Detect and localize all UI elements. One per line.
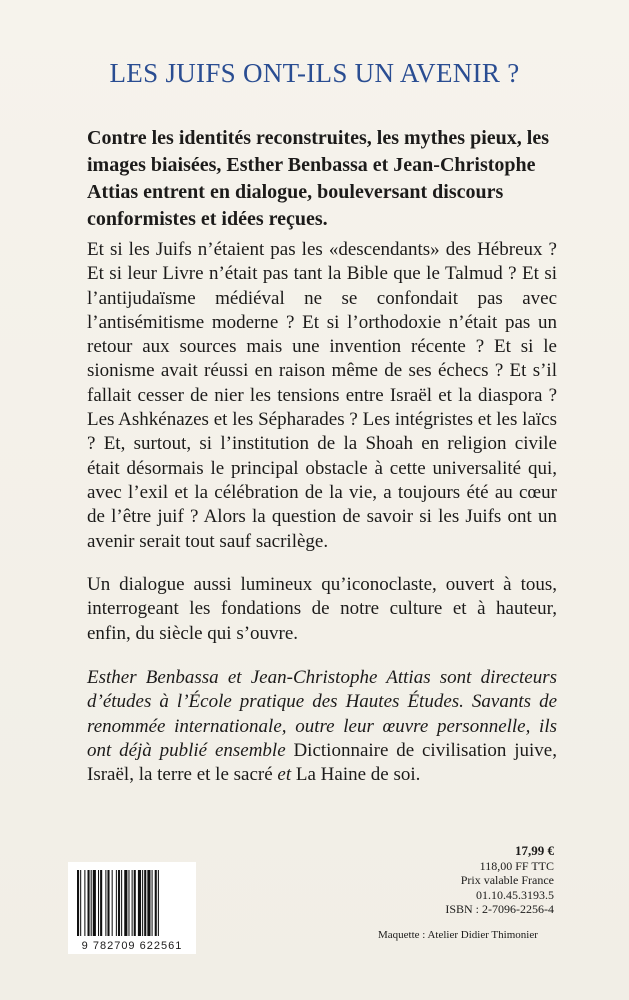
cover-title: LES JUIFS ONT-ILS UN AVENIR ? [109, 58, 520, 88]
author-bio [87, 666, 557, 787]
price-validity: Prix valable France [460, 873, 554, 887]
lead-paragraph [87, 125, 557, 233]
bio-intro: Esther Benbassa et Jean-Christophe Attias sont directeurs d’études à l’École pratique des Hautes Études. Savants de renommée internationale, outre leur œuvre personnelle, ils ont déjà publié ensemble [87, 667, 557, 761]
body-text-1: Et si les Juifs n’étaient pas les «descendants» des Hébreux ? Et si leur Livre n’était pas tant la Bible que le Talmud ? Et si l’antijudaïsme médiéval ne se confondait pas avec l’antisémitisme moderne ? Et si l’orthodoxie n’était pas un retour aux sources mais une invention récente ? Et si le sionisme avait réussi en raison même de ses échecs ? Et s’il fallait cesser de nier les tensions entre Israël et la diaspora ? Les Ashkénazes et les Sépharades ? Les intégristes et les laïcs ? Et, surtout, si l’institution de la Shoah en religion civile était désormais le principal obstacle à cette universalité qui, avec l’exil et la célébration de la vie, a toujours été au cœur de l’être juif ? Alors la question de savoir si les Juifs ont un avenir serait tout sauf sacrilège. [87, 239, 557, 552]
barcode-bars-icon [77, 870, 187, 936]
price-block [445, 844, 554, 917]
barcode-number: 9 782709 622561 [81, 940, 183, 952]
bio-book-2: La Haine de soi [295, 764, 416, 786]
body-paragraph-2 [87, 573, 557, 646]
bio-end: . [415, 764, 421, 786]
bio-book-1: Dictionnaire de civilisation juive, Israël, la terre et le sacré [87, 739, 557, 786]
bio-conjunction: et [272, 764, 296, 786]
barcode [68, 862, 196, 954]
author-bio-text [87, 666, 557, 787]
price-euro: 17,99 € [515, 843, 554, 858]
body-paragraph-1 [87, 238, 557, 554]
body-text-2: Un dialogue aussi lumineux qu’iconoclaste, ouvert à tous, interrogeant les fondations de notre culture et à hauteur, enfin, du siècle qui s’ouvre. [87, 574, 557, 644]
design-credit: Maquette : Atelier Didier Thimonier [378, 929, 538, 941]
price-franc: 118,00 FF TTC [479, 858, 554, 873]
lead-text: Contre les identités reconstruites, les mythes pieux, les images biaisées, Esther Benbassa et Jean-Christophe Attias entrent en dialogue, bouleversant discours conformistes et idées reçues. [87, 127, 549, 230]
isbn: ISBN : 2-7096-2256-4 [445, 902, 554, 916]
price-code: 01.10.45.3193.5 [476, 887, 554, 902]
